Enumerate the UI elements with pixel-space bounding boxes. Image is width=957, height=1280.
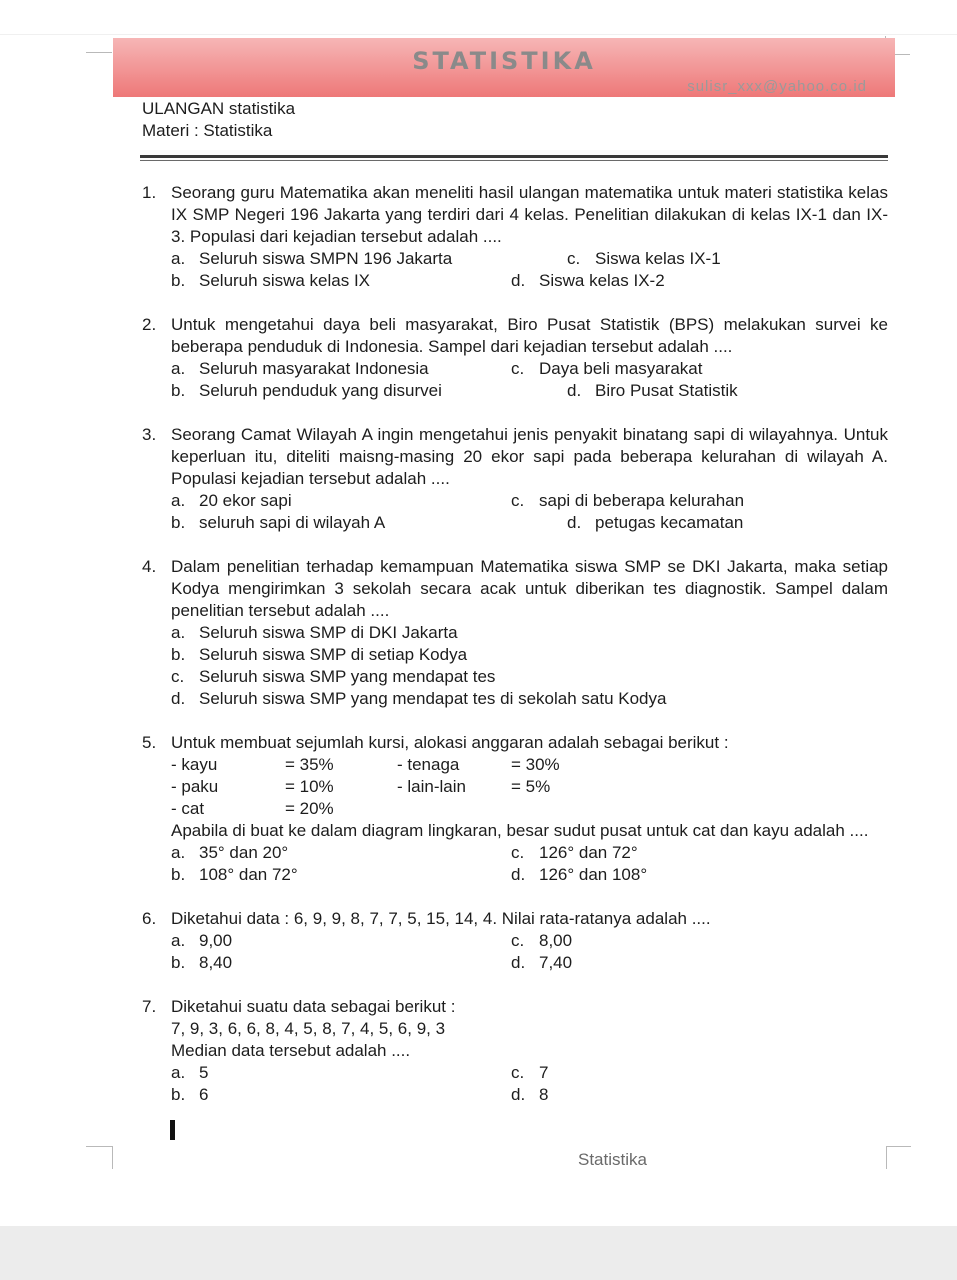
options bbox=[171, 842, 888, 886]
option-d: d. petugas kecamatan bbox=[567, 513, 744, 532]
question-1 bbox=[142, 182, 888, 292]
option-b: b. Seluruh penduduk yang disurvei bbox=[171, 381, 442, 400]
options bbox=[171, 490, 888, 534]
question-stem: Untuk mengetahui daya beli masyarakat, Biro Pusat Statistik (BPS) melakukan survei ke beberapa penduduk di Indonesia. Sampel dari kejadian tersebut adalah .... bbox=[171, 315, 888, 356]
corner-mark-bottom-left bbox=[86, 1146, 113, 1169]
item-name: - paku bbox=[171, 777, 219, 796]
option-b: b. 108° dan 72° bbox=[171, 865, 298, 884]
question-stem: Seorang guru Matematika akan meneliti hasil ulangan matematika untuk materi statistika kelas IX SMP Negeri 196 Jakarta yang terdiri dari 4 kelas. Penelitian dilakukan di kelas IX-1 dan IX-3. Populasi dari kejadian tersebut adalah .... bbox=[171, 183, 888, 246]
option-d: d. Siswa kelas IX-2 bbox=[511, 271, 665, 290]
option-d: d. 126° dan 108° bbox=[511, 865, 648, 884]
option-c: c. 126° dan 72° bbox=[511, 843, 638, 862]
question-3 bbox=[142, 424, 888, 534]
options bbox=[171, 1062, 888, 1106]
question-list bbox=[142, 182, 888, 1128]
question-stem: Untuk membuat sejumlah kursi, alokasi anggaran adalah sebagai berikut : bbox=[171, 733, 729, 752]
option-d: d. 8 bbox=[511, 1085, 549, 1104]
option-d: d. Biro Pusat Statistik bbox=[567, 381, 738, 400]
option-c: c. 7 bbox=[511, 1063, 549, 1082]
option-b: b. 8,40 bbox=[171, 953, 233, 972]
option-a: a. 5 bbox=[171, 1063, 209, 1082]
item-value: = 35% bbox=[285, 755, 334, 774]
option-b: b. 6 bbox=[171, 1085, 209, 1104]
option-d: d. 7,40 bbox=[511, 953, 573, 972]
option-d: d. Seluruh siswa SMP yang mendapat tes di sekolah satu Kodya bbox=[171, 689, 667, 708]
question-stem: Diketahui suatu data sebagai berikut : bbox=[171, 997, 456, 1016]
question-stem: Diketahui data : 6, 9, 9, 8, 7, 7, 5, 15, 14, 4. Nilai rata-ratanya adalah .... bbox=[171, 909, 711, 928]
exam-title: ULANGAN statistika bbox=[142, 99, 296, 118]
header-banner bbox=[113, 38, 895, 97]
option-c: c. Seluruh siswa SMP yang mendapat tes bbox=[171, 667, 496, 686]
budget-items bbox=[171, 754, 888, 820]
question-5 bbox=[142, 732, 888, 886]
option-b: b. seluruh sapi di wilayah A bbox=[171, 513, 386, 532]
header-email: sulisr_xxx@yahoo.co.id bbox=[687, 78, 867, 95]
item-value: = 20% bbox=[285, 799, 334, 818]
question-stem: Dalam penelitian terhadap kemampuan Matematika siswa SMP se DKI Jakarta, maka setiap Kodya mengirimkan 3 sekolah secara acak untuk diberikan tes diagnostik. Sampel dalam penelitian tersebut adalah .... bbox=[171, 557, 888, 620]
item-value: = 5% bbox=[511, 777, 551, 796]
item-value: = 30% bbox=[511, 755, 560, 774]
header-title: STATISTIKA bbox=[412, 47, 596, 75]
options bbox=[171, 358, 888, 402]
option-b: b. Seluruh siswa kelas IX bbox=[171, 271, 371, 290]
page-footer: Statistika bbox=[578, 1150, 647, 1169]
corner-mark-bottom-right bbox=[886, 1146, 911, 1169]
question-stem-continued: Apabila di buat ke dalam diagram lingkaran, besar sudut pusat untuk cat dan kayu adalah .... bbox=[171, 821, 869, 840]
question-stem-continued: Median data tersebut adalah .... bbox=[171, 1041, 411, 1060]
question-number: 1. bbox=[142, 183, 157, 202]
question-7 bbox=[142, 996, 888, 1106]
exam-subject: Materi : Statistika bbox=[142, 121, 273, 140]
question-number: 3. bbox=[142, 425, 157, 444]
option-a: a. 9,00 bbox=[171, 931, 233, 950]
divider-thin bbox=[140, 160, 888, 161]
question-2 bbox=[142, 314, 888, 402]
question-stem: Seorang Camat Wilayah A ingin mengetahui jenis penyakit binatang sapi di wilayahnya. Untuk keperluan itu, diteliti maisng-masing 20 ekor sapi pada beberapa kelurahan di wilayah A. Populasi kejadian tersebut adalah .... bbox=[171, 425, 888, 488]
options bbox=[171, 622, 888, 710]
option-c: c. sapi di beberapa kelurahan bbox=[511, 491, 745, 510]
question-number: 2. bbox=[142, 315, 157, 334]
item-value: = 10% bbox=[285, 777, 334, 796]
option-b: b. Seluruh siswa SMP di setiap Kodya bbox=[171, 645, 468, 664]
options bbox=[171, 248, 888, 292]
option-a: a. Seluruh siswa SMPN 196 Jakarta bbox=[171, 249, 453, 268]
corner-mark-top-left bbox=[86, 52, 112, 53]
question-number: 7. bbox=[142, 997, 157, 1016]
top-band bbox=[0, 0, 957, 35]
options bbox=[171, 930, 888, 974]
option-c: c. Daya beli masyarakat bbox=[511, 359, 703, 378]
item-name: - tenaga bbox=[397, 755, 460, 774]
option-a: a. 20 ekor sapi bbox=[171, 491, 292, 510]
question-6 bbox=[142, 908, 888, 974]
question-number: 4. bbox=[142, 557, 157, 576]
text-cursor bbox=[170, 1120, 175, 1140]
divider-thick bbox=[140, 155, 888, 158]
option-c: c. Siswa kelas IX-1 bbox=[567, 249, 721, 268]
item-name: - cat bbox=[171, 799, 205, 818]
item-name: - lain-lain bbox=[397, 777, 466, 796]
question-number: 5. bbox=[142, 733, 157, 752]
option-a: a. Seluruh masyarakat Indonesia bbox=[171, 359, 429, 378]
question-number: 6. bbox=[142, 909, 157, 928]
option-c: c. 8,00 bbox=[511, 931, 573, 950]
item-name: - kayu bbox=[171, 755, 218, 774]
option-a: a. 35° dan 20° bbox=[171, 843, 289, 862]
question-4 bbox=[142, 556, 888, 710]
data-line: 7, 9, 3, 6, 6, 8, 4, 5, 8, 7, 4, 5, 6, 9, 3 bbox=[171, 1019, 446, 1038]
option-a: a. Seluruh siswa SMP di DKI Jakarta bbox=[171, 623, 458, 642]
